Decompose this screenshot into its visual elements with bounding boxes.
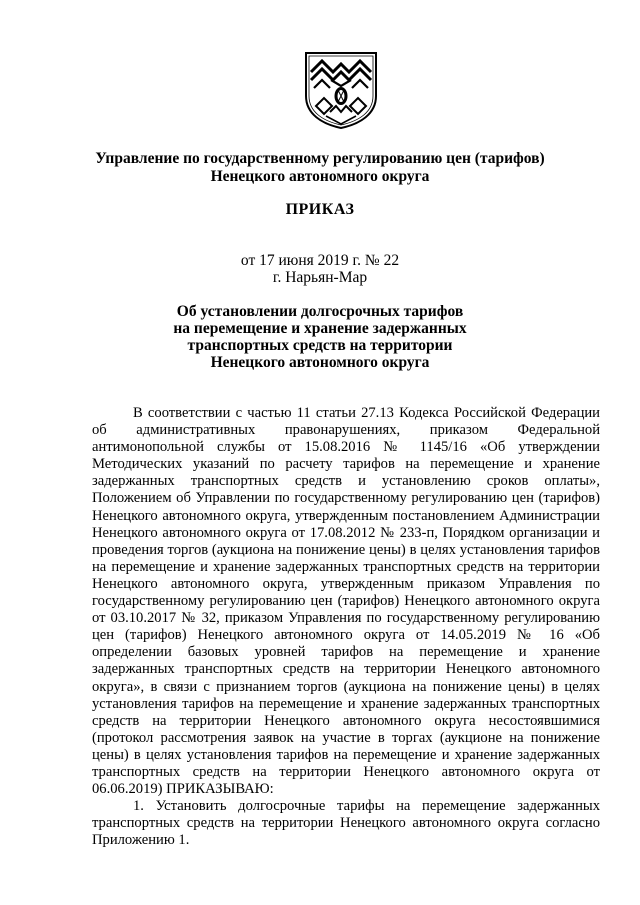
document-type-heading: ПРИКАЗ: [285, 201, 355, 218]
date-and-number: от 17 июня 2019 г. № 22: [240, 252, 400, 269]
order-item-1: 1. Установить долгосрочные тарифы на перемещение задержанных транспортных средств на территории Ненецкого автономного округа согласно Приложению 1.: [92, 798, 600, 849]
subject-line-3: транспортных средств на территории: [187, 337, 453, 354]
coat-of-arms-emblem: [302, 50, 380, 130]
issue-place: г. Нарьян-Мар: [272, 269, 368, 286]
order-body: [92, 405, 600, 849]
subject-line-1: Об установлении долгосрочных тарифов: [176, 303, 464, 320]
authority-line-1: Управление по государственному регулированию цен (тарифов): [95, 150, 545, 167]
subject-line-2: на перемещение и хранение задержанных: [173, 320, 467, 337]
issuing-authority: [0, 150, 640, 186]
subject-line-4: Ненецкого автономного округа: [210, 354, 430, 371]
preamble-paragraph: В соответствии с частью 11 статьи 27.13 Кодекса Российской Федерации об административных правонарушениях, приказом Федеральной антимонопольной службы от 15.08.2016 № 1145/16 «Об утверждении Методических указаний по расчету тарифов на перемещение и хранение задержанных транспортных средств и установлению сроков оплаты», Положением об Управлении по государственному регулированию цен (тарифов) Ненецкого автономного округа, утвержденным постановлением Администрации Ненецкого автономного округа от 17.08.2012 № 233-п, Порядком организации и проведения торгов (аукциона на понижение цены) в целях установления тарифов на перемещение и хранение задержанных транспортных средств на территории Ненецкого автономного округа, утвержденным приказом Управления по государственному регулированию цен (тарифов) Ненецкого автономного округа от 03.10.2017 № 32, приказом Управления по государственному регулированию цен (тарифов) Ненецкого автономного округа от 14.05.2019 № 16 «Об определении базовых уровней тарифов на перемещение и хранение задержанных транспортных средств на территории Ненецкого автономного округа», в связи с признанием торгов (аукциона на понижение цены) в целях установления тарифов на перемещение и хранение задержанных транспортных средств на территории Ненецкого автономного округа несостоявшимися (протокол рассмотрения заявок на участие в торгах (аукционе на понижение цены) в целях установления тарифов на перемещение и хранение задержанных транспортных средств на территории Ненецкого автономного округа от 06.06.2019) ПРИКАЗЫВАЮ:: [92, 405, 600, 798]
order-subject-title: [0, 303, 640, 371]
date-number-block: [0, 252, 640, 286]
authority-line-2: Ненецкого автономного округа: [210, 168, 430, 185]
